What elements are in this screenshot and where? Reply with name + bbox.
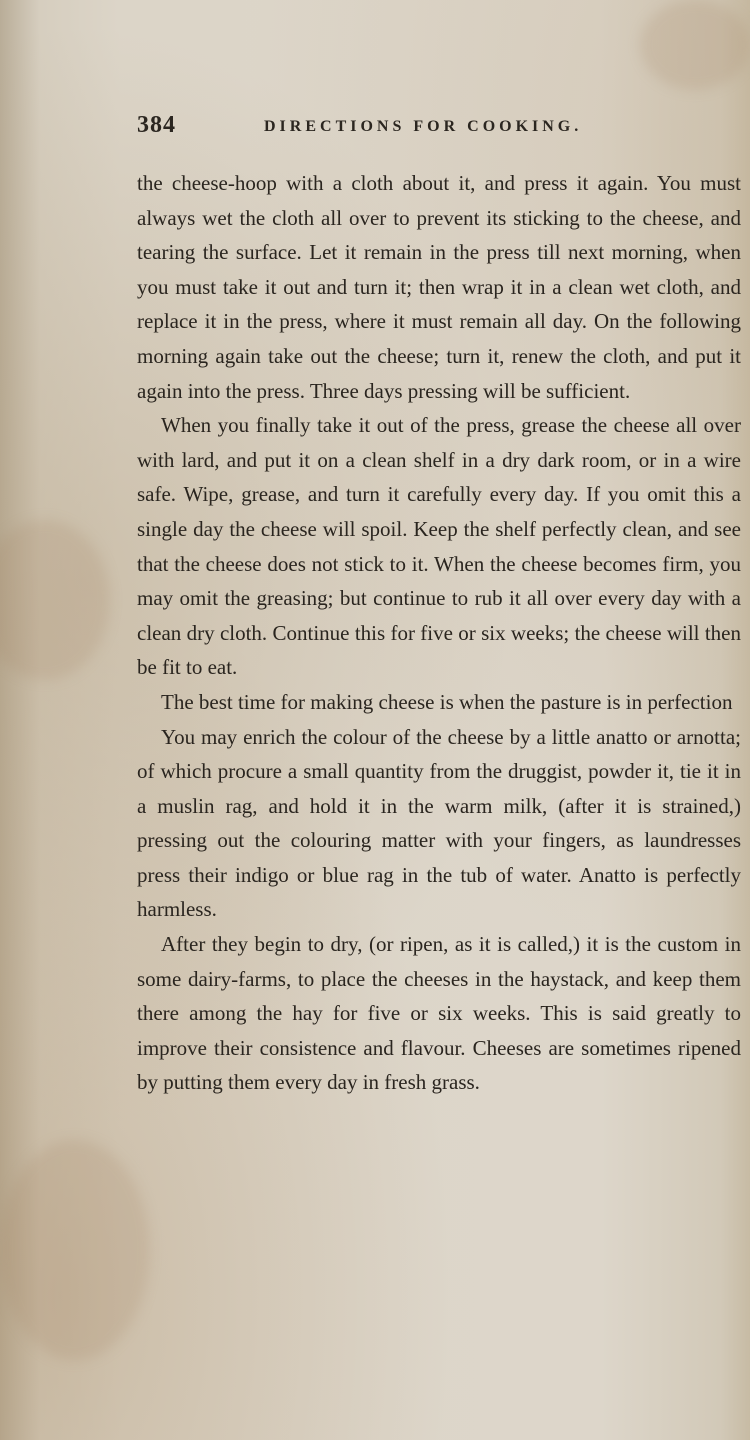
paper-stain <box>640 0 750 90</box>
paragraph: You may enrich the colour of the cheese by a little anatto or arnotta; of which procure a small quantity from the druggist, powder it, tie it in a muslin rag, and hold it in the warm milk, (after it is strained,) pressing out the colouring matter with your fingers, as laundresses press their indigo or blue rag in the tub of water. Anatto is perfectly harmless. <box>137 724 741 922</box>
page-header <box>137 112 632 148</box>
paragraph: After they begin to dry, (or ripen, as it is called,) it is the custom in some dairy-farms, to place the cheeses in the haystack, and keep them there among the hay for five or six weeks. This is said greatly to improve their consistence and flavour. Cheeses are sometimes ripened by putting them every day in fresh grass. <box>137 932 741 1095</box>
paragraph: When you finally take it out of the press, grease the cheese all over with lard, and put it on a clean shelf in a dry dark room, or in a wire safe. Wipe, grease, and turn it carefully every day. If you omit this a single day the cheese will spoil. Keep the shelf perfectly clean, and see that the cheese does not stick to it. When the cheese becomes firm, you may omit the greasing; but continue to rub it all over every day with a clean dry cloth. Continue this for five or six weeks; the cheese will then be fit to eat. <box>137 413 741 680</box>
paragraph: The best time for making cheese is when the pasture is in perfection <box>161 689 733 714</box>
paper-stain <box>0 520 110 680</box>
running-head: DIRECTIONS FOR COOKING. <box>264 118 583 135</box>
paragraph: the cheese-hoop with a cloth about it, and press it again. You must always wet the cloth all over to prevent its sticking to the cheese, and tearing the surface. Let it remain in the press till next morning, when you must take it out and turn it; then wrap it in a clean wet cloth, and replace it in the press, where it must remain all day. On the following morning again take out the cheese; turn it, renew the cloth, and put it again into the press. Three days pressing will be sufficient. <box>137 171 741 403</box>
page-number: 384 <box>137 112 176 138</box>
body-text <box>137 166 741 1100</box>
paper-stain <box>0 1140 150 1360</box>
